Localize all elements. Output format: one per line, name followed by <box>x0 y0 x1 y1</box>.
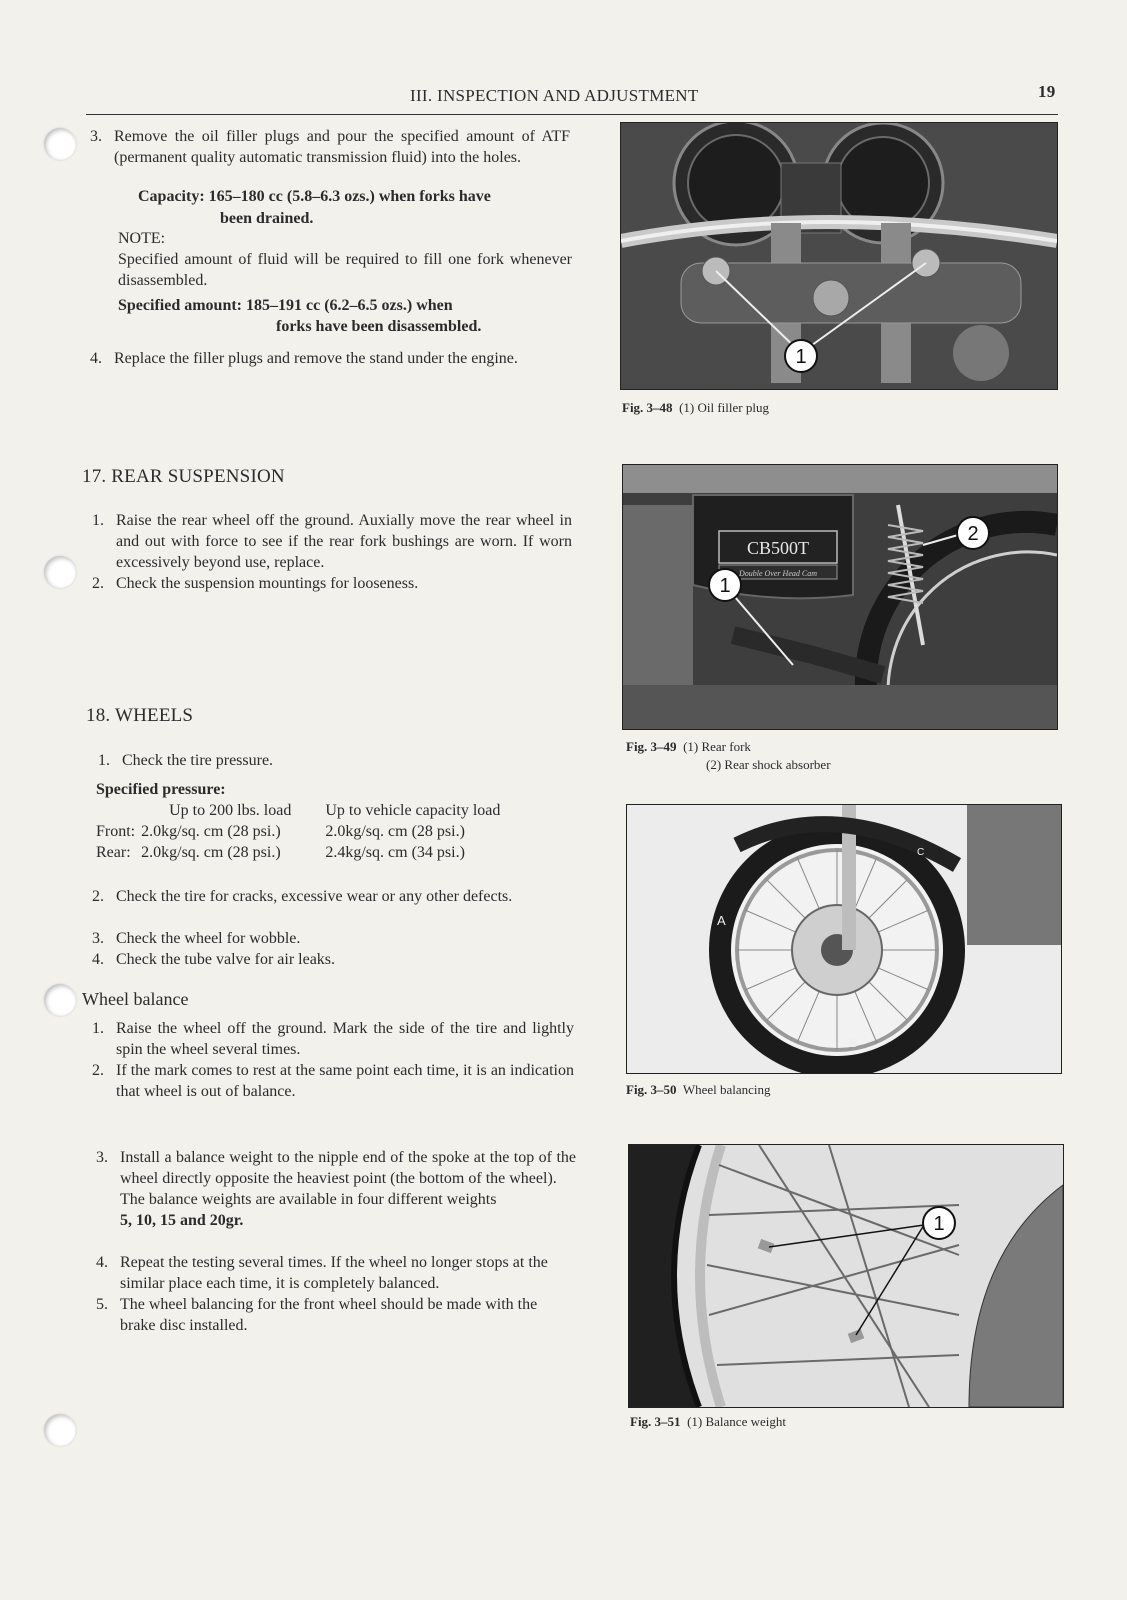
figure-balance-weight <box>628 1144 1064 1408</box>
balance-step-5: 5. The wheel balancing for the front wheel should be made with the brake disc installed. <box>96 1296 538 1334</box>
binder-hole <box>44 128 76 160</box>
balance-step-3: 3. Install a balance weight to the nipple end of the spoke at the top of the wheel directly opposite the heaviest point (the bottom of the wheel). The balance weights are available in four different weights 5, 10, 15 and 20gr. <box>96 1149 576 1229</box>
balance-step-4: 4. Repeat the testing several times. If the wheel no longer stops at the similar place each time, it is completely balanced. <box>96 1254 548 1292</box>
binder-hole <box>44 556 76 588</box>
oil-step-3: 3. Remove the oil filler plugs and pour the specified amount of ATF (permanent quality automatic transmission fluid) into the holes. <box>90 128 570 166</box>
balance-step-1: 1. Raise the wheel off the ground. Mark the side of the tire and lightly spin the wheel several times. <box>92 1020 574 1058</box>
badge-subtext: Double Over Head Cam <box>739 569 817 578</box>
capacity-line-2: been drained. <box>220 210 314 227</box>
wheels-step-3: 3. Check the wheel for wobble. <box>92 930 301 947</box>
mark-a: A <box>717 913 726 928</box>
rear-step-2: 2. Check the suspension mountings for looseness. <box>92 575 419 592</box>
pressure-table <box>96 800 506 863</box>
caption-fig51: Fig. 3–51 (1) Balance weight <box>630 1414 786 1429</box>
wheels-step-4: 4. Check the tube valve for air leaks. <box>92 951 336 968</box>
balance-step-2: 2. If the mark comes to rest at the same point each time, it is an indication that wheel is out of balance. <box>92 1062 574 1100</box>
table-row: Rear: 2.0kg/sq. cm (28 psi.) 2.4kg/sq. cm (34 psi.) <box>96 844 465 861</box>
oil-step-4: 4. Replace the filler plugs and remove the stand under the engine. <box>90 350 518 367</box>
callout-1: 1 <box>795 346 807 368</box>
motorcycle-handlebar-photo <box>621 123 1057 389</box>
page-header-title: III. INSPECTION AND ADJUSTMENT <box>410 86 699 105</box>
front-wheel-photo <box>627 805 1061 1073</box>
pressure-label: Specified pressure: <box>96 781 226 798</box>
heading-wheels: 18. WHEELS <box>86 705 194 726</box>
callout-1: 1 <box>719 575 731 597</box>
caption-fig50: Fig. 3–50 Wheel balancing <box>626 1082 771 1097</box>
specified-line-2: forks have been disassembled. <box>276 318 482 335</box>
heading-rear-suspension: 17. REAR SUSPENSION <box>82 466 285 487</box>
mark-c: C <box>917 847 925 858</box>
heading-wheel-balance: Wheel balance <box>82 989 189 1009</box>
binder-hole <box>44 1414 76 1446</box>
figure-oil-filler-plug <box>620 122 1058 390</box>
rear-step-1: 1. Raise the rear wheel off the ground. Auxially move the rear wheel in and out with force to see if the rear fork bushings are worn. If worn excessively beyond use, replace. <box>92 512 572 571</box>
wheels-step-1: 1. Check the tire pressure. <box>98 752 274 769</box>
callout-2: 2 <box>967 523 979 545</box>
header-rule <box>86 114 1058 115</box>
capacity-line: Capacity: 165–180 cc (5.8–6.3 ozs.) when forks have <box>138 188 491 205</box>
caption-fig49-line2: (2) Rear shock absorber <box>706 757 831 772</box>
page-number: 19 <box>1038 82 1056 101</box>
motorcycle-rear-photo <box>623 465 1057 729</box>
table-header-row: Up to 200 lbs. load Up to vehicle capacity load <box>169 802 501 819</box>
note-label: NOTE: <box>118 230 166 247</box>
badge-text: CB500T <box>746 538 810 558</box>
table-row: Front: 2.0kg/sq. cm (28 psi.) 2.0kg/sq. cm (28 psi.) <box>96 823 465 840</box>
callout-1: 1 <box>933 1213 945 1235</box>
note-text: Specified amount of fluid will be required to fill one fork whenever disassembled. <box>118 251 572 289</box>
figure-wheel-balancing <box>626 804 1062 1074</box>
caption-fig48: Fig. 3–48 (1) Oil filler plug <box>622 400 769 415</box>
binder-hole <box>44 984 76 1016</box>
caption-fig49: Fig. 3–49 (1) Rear fork <box>626 739 751 754</box>
wheels-step-2: 2. Check the tire for cracks, excessive wear or any other defects. <box>92 888 513 905</box>
figure-rear-suspension <box>622 464 1058 730</box>
mark-b: B <box>849 1035 858 1050</box>
wheel-spoke-photo <box>629 1145 1063 1407</box>
specified-line: Specified amount: 185–191 cc (6.2–6.5 ozs.) when <box>118 297 453 314</box>
